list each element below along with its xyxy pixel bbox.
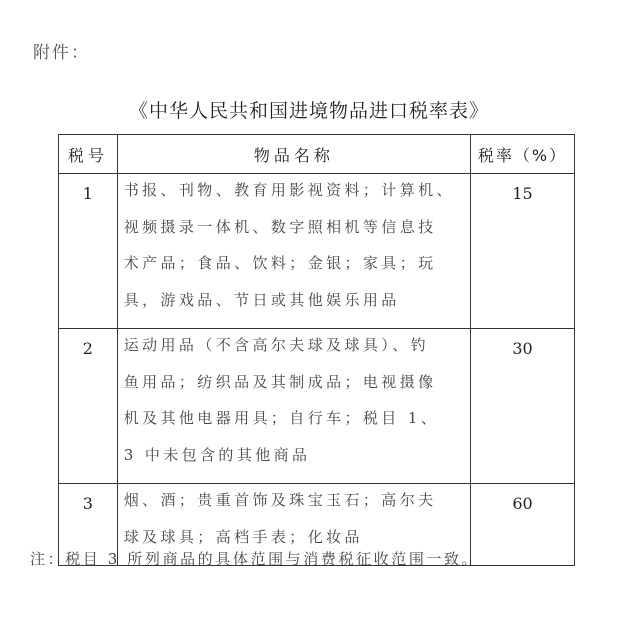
description-line: 具，游戏品、节日或其他娱乐用品	[123, 290, 400, 309]
table-row	[59, 329, 575, 484]
document-title: 《中华人民共和国进境物品进口税率表》	[128, 100, 489, 122]
header-tax-code: 税号	[59, 135, 118, 174]
description-line: 书报、刊物、教育用影视资料；计算机、	[123, 181, 455, 199]
description-line: 视频摄录一体机、数字照相机等信息技	[123, 217, 437, 236]
attachment-label: 附件：	[33, 43, 90, 63]
description-line: 运动用品（不含高尔夫球及球具）、钓	[123, 336, 430, 354]
header-tax-rate: 税率（%）	[471, 135, 575, 174]
tax-rate-cell: 30	[471, 329, 575, 484]
item-description-cell	[117, 329, 470, 484]
table-row	[59, 174, 575, 329]
description-line: 烟、酒；贵重首饰及珠宝玉石；高尔夫	[123, 491, 437, 509]
tax-code-cell: 1	[59, 174, 118, 329]
header-item-name: 物品名称	[117, 135, 470, 174]
tax-rate-cell: 15	[471, 174, 575, 329]
table-header-row	[59, 135, 575, 174]
footnote: 注：税目 3 所列商品的具体范围与消费税征收范围一致。	[30, 550, 480, 568]
tax-code-cell: 3	[59, 484, 118, 566]
item-description-cell	[117, 174, 470, 329]
tax-rate-table	[58, 134, 575, 566]
description-line: 术产品；食品、饮料；金银；家具；玩	[123, 254, 437, 272]
description-line: 鱼用品；纺织品及其制成品；电视摄像	[123, 372, 437, 391]
description-line: 机及其他电器用具；自行车；税目 1、	[123, 409, 440, 427]
description-line: 球及球具；高档手表；化妆品	[123, 527, 363, 546]
description-line: 3 中未包含的其他商品	[123, 445, 311, 464]
tax-rate-cell: 60	[471, 484, 575, 566]
tax-code-cell: 2	[59, 329, 118, 484]
